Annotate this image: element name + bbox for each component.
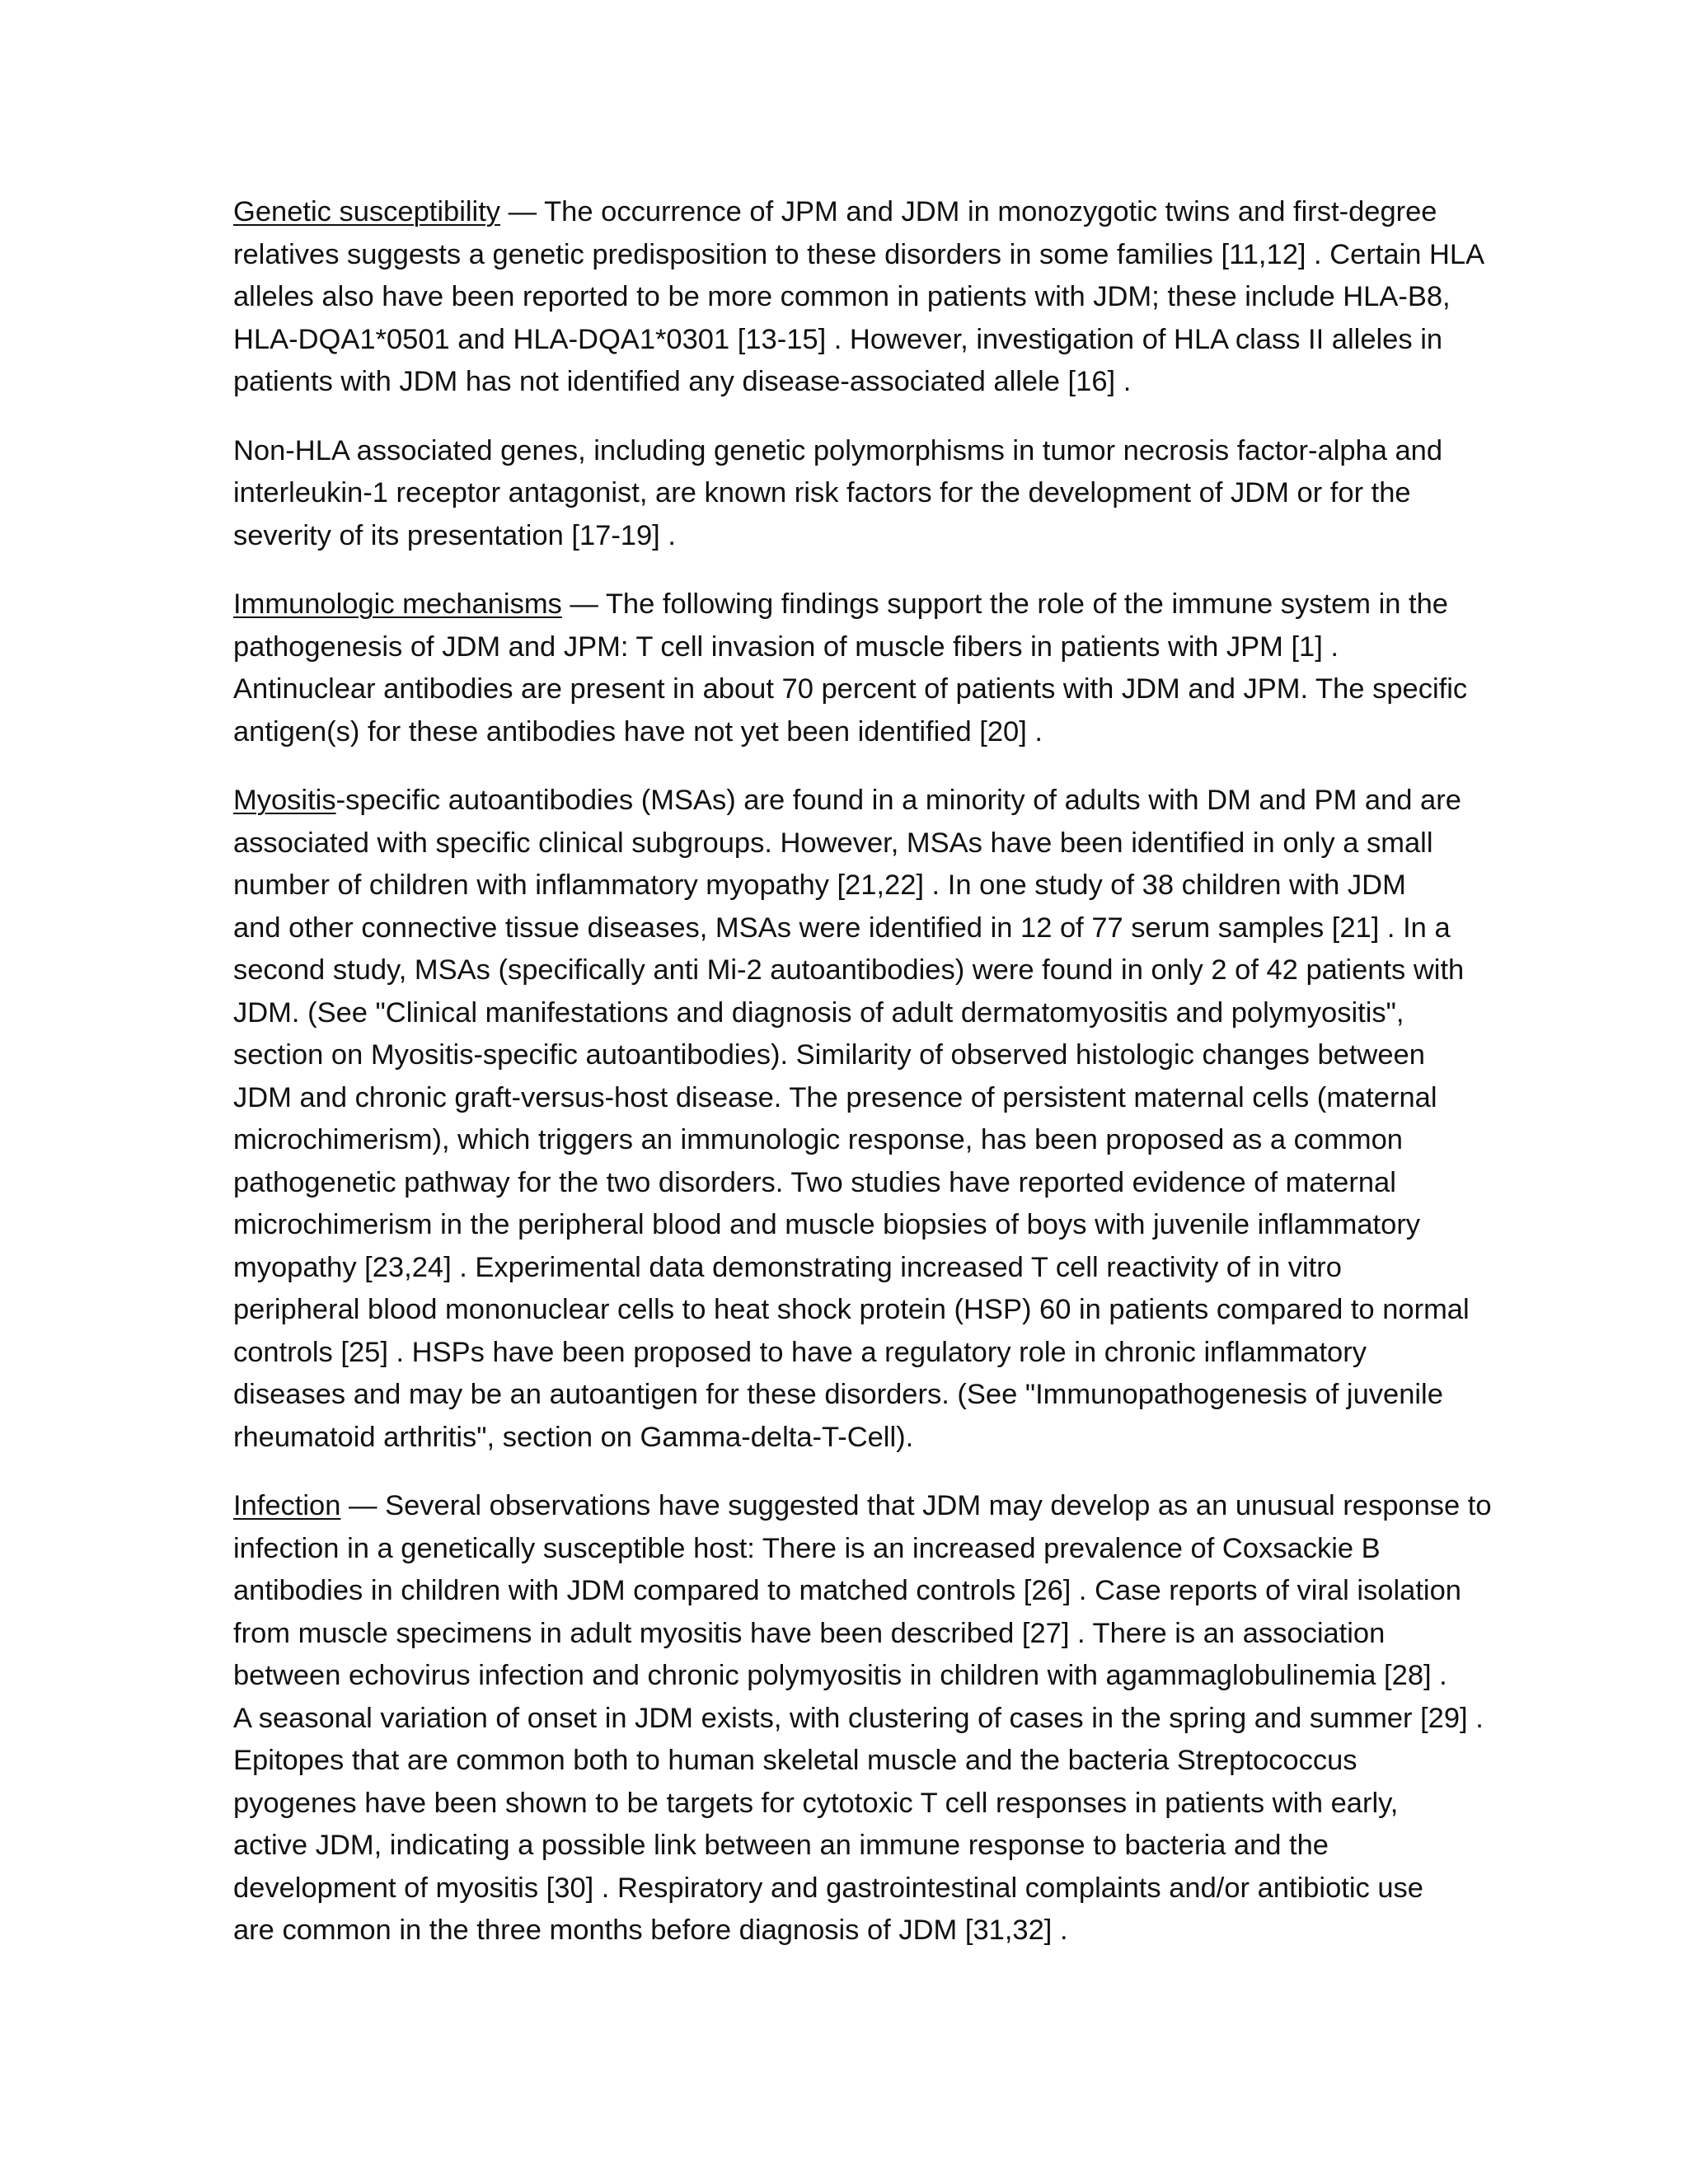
text-line: are common in the three months before diagnosis of JDM [31,32] . xyxy=(233,1915,1068,1946)
text-line: interleukin-1 receptor antagonist, are known risk factors for the development of JDM or for the xyxy=(233,477,1411,509)
text-line: alleles also have been reported to be more common in patients with JDM; these include HLA-B8, xyxy=(233,281,1451,312)
text-line: development of myositis [30] . Respiratory and gastrointestinal complaints and/or antibiotic use xyxy=(233,1872,1423,1904)
section-heading-immunologic-mechanisms: Immunologic mechanisms xyxy=(233,588,562,620)
text-line: antibodies in children with JDM compared to matched controls [26] . Case reports of viral isolation xyxy=(233,1575,1461,1606)
line-text: -specific autoantibodies (MSAs) are found in a minority of adults with DM and PM and are xyxy=(335,785,1461,816)
text-line: peripheral blood mononuclear cells to heat shock protein (HSP) 60 in patients compared to normal xyxy=(233,1294,1470,1325)
paragraph-genetic-susceptibility xyxy=(233,191,1485,404)
text-line: myopathy [23,24] . Experimental data demonstrating increased T cell reactivity of in vitro xyxy=(233,1251,1342,1283)
text-line xyxy=(233,583,1453,626)
section-heading-genetic-susceptibility: Genetic susceptibility xyxy=(233,196,501,227)
text-line xyxy=(233,191,1453,234)
text-line: second study, MSAs (specifically anti Mi-2 autoantibodies) were found in only 2 of 42 patients with xyxy=(233,954,1465,986)
text-line: active JDM, indicating a possible link between an immune response to bacteria and the xyxy=(233,1830,1329,1861)
paragraph-infection xyxy=(233,1485,1492,1952)
text-line: A seasonal variation of onset in JDM exists, with clustering of cases in the spring and summer [29] . xyxy=(233,1702,1484,1734)
text-line: associated with specific clinical subgroups. However, MSAs have been identified in only a small xyxy=(233,827,1433,859)
text-line: relatives suggests a genetic predisposition to these disorders in some families [11,12] . Certain HLA xyxy=(233,238,1485,270)
text-line: JDM and chronic graft-versus-host disease. The presence of persistent maternal cells (maternal xyxy=(233,1081,1437,1113)
text-line: between echovirus infection and chronic polymyositis in children with agammaglobulinemia [28] . xyxy=(233,1660,1447,1691)
document-page xyxy=(233,191,1492,1979)
text-line: Antinuclear antibodies are present in about 70 percent of patients with JDM and JPM. The specific xyxy=(233,673,1468,705)
text-line: infection in a genetically susceptible host: There is an increased prevalence of Coxsackie B xyxy=(233,1532,1381,1564)
text-line: severity of its presentation [17-19] . xyxy=(233,519,676,551)
text-line: Epitopes that are common both to human skeletal muscle and the bacteria Streptococcus xyxy=(233,1745,1357,1776)
paragraph-myositis-autoantibodies xyxy=(233,780,1470,1459)
text-line: controls [25] . HSPs have been proposed to have a regulatory role in chronic inflammatory xyxy=(233,1336,1367,1368)
paragraph-non-hla-genes xyxy=(233,430,1453,558)
line-text: — The following findings support the role of the immune system in the xyxy=(561,588,1448,620)
text-line: section on Myositis-specific autoantibodies). Similarity of observed histologic changes between xyxy=(233,1039,1425,1071)
paragraph-immunologic-mechanisms xyxy=(233,583,1468,753)
text-line: diseases and may be an autoantigen for these disorders. (See "Immunopathogenesis of juvenile xyxy=(233,1379,1443,1410)
text-line: pathogenesis of JDM and JPM: T cell invasion of muscle fibers in patients with JPM [1] . xyxy=(233,630,1339,663)
section-heading-infection: Infection xyxy=(233,1490,341,1521)
line-text: — The occurrence of JPM and JDM in monozygotic twins and first-degree xyxy=(500,196,1437,227)
text-line: microchimerism), which triggers an immunologic response, has been proposed as a common xyxy=(233,1124,1403,1155)
text-line: microchimerism in the peripheral blood and muscle biopsies of boys with juvenile inflammatory xyxy=(233,1209,1421,1240)
text-line: Non-HLA associated genes, including genetic polymorphisms in tumor necrosis factor-alpha and xyxy=(233,434,1443,466)
text-line: from muscle specimens in adult myositis have been described [27] . There is an association xyxy=(233,1617,1386,1649)
text-line: number of children with inflammatory myopathy [21,22] . In one study of 38 children with JDM xyxy=(233,869,1406,901)
text-line: antigen(s) for these antibodies have not yet been identified [20] . xyxy=(233,715,1043,748)
text-line xyxy=(233,1485,1492,1528)
line-text: — Several observations have suggested that JDM may develop as an unusual response to xyxy=(340,1490,1492,1521)
text-line: HLA-DQA1*0501 and HLA-DQA1*0301 [13-15] . However, investigation of HLA class II alleles in xyxy=(233,323,1443,355)
text-line: JDM. (See "Clinical manifestations and diagnosis of adult dermatomyositis and polymyositis", xyxy=(233,996,1404,1029)
text-line: rheumatoid arthritis", section on Gamma-delta-T-Cell). xyxy=(233,1421,914,1453)
text-line: patients with JDM has not identified any disease-associated allele [16] . xyxy=(233,366,1132,397)
text-line: pyogenes have been shown to be targets for cytotoxic T cell responses in patients with early, xyxy=(233,1787,1399,1819)
text-line: pathogenetic pathway for the two disorders. Two studies have reported evidence of maternal xyxy=(233,1166,1396,1198)
text-line xyxy=(233,780,1461,823)
text-line: and other connective tissue diseases, MSAs were identified in 12 of 77 serum samples [21] . In a xyxy=(233,912,1451,944)
section-heading-myositis: Myositis xyxy=(233,785,336,816)
